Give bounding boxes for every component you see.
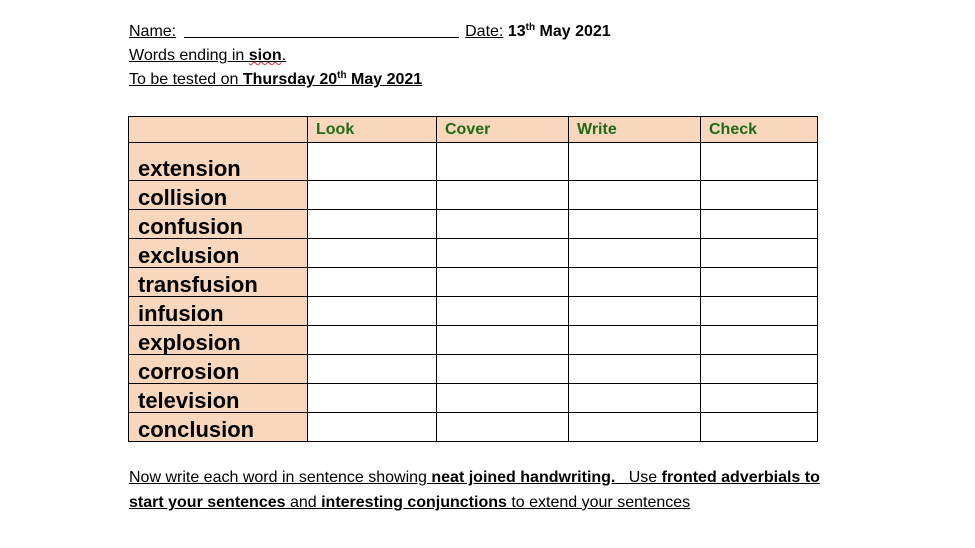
spelling-word: confusion — [129, 210, 308, 239]
look-cell[interactable] — [308, 384, 437, 413]
topic-suffix: . — [281, 47, 287, 64]
look-cell[interactable] — [308, 210, 437, 239]
instructions-part-7: to extend your sentences — [506, 494, 691, 511]
look-cell[interactable] — [308, 355, 437, 384]
spelling-word: television — [129, 384, 308, 413]
spelling-table — [128, 116, 818, 442]
write-cell[interactable] — [569, 239, 701, 268]
write-cell[interactable] — [569, 268, 701, 297]
spelling-word: extension — [129, 143, 308, 181]
spelling-word: conclusion — [129, 413, 308, 442]
cover-cell[interactable] — [437, 413, 569, 442]
cover-cell[interactable] — [437, 210, 569, 239]
check-cell[interactable] — [701, 210, 818, 239]
cover-cell[interactable] — [437, 143, 569, 181]
cover-cell[interactable] — [437, 268, 569, 297]
check-cell[interactable] — [701, 181, 818, 210]
look-cell[interactable] — [308, 413, 437, 442]
check-cell[interactable] — [701, 268, 818, 297]
spelling-word: transfusion — [129, 268, 308, 297]
spelling-word: corrosion — [129, 355, 308, 384]
write-cell[interactable] — [569, 413, 701, 442]
column-header-check: Check — [701, 117, 818, 143]
date-rest: May 2021 — [539, 23, 611, 40]
column-header-cover: Cover — [437, 117, 569, 143]
spelling-word: collision — [129, 181, 308, 210]
look-cell[interactable] — [308, 181, 437, 210]
table-header-row — [129, 117, 818, 143]
table-row — [129, 239, 818, 268]
write-cell[interactable] — [569, 181, 701, 210]
instructions-part-5: and — [285, 494, 322, 511]
table-row — [129, 210, 818, 239]
write-cell[interactable] — [569, 355, 701, 384]
write-cell[interactable] — [569, 297, 701, 326]
spelling-word: infusion — [129, 297, 308, 326]
cover-cell[interactable] — [437, 181, 569, 210]
date-label: Date: — [465, 23, 504, 40]
write-cell[interactable] — [569, 384, 701, 413]
name-date-line — [129, 22, 611, 42]
cover-cell[interactable] — [437, 326, 569, 355]
topic-prefix: Words ending in — [129, 47, 249, 64]
instructions-part-2: neat joined handwriting. — [431, 469, 616, 486]
check-cell[interactable] — [701, 297, 818, 326]
test-suffix: th — [337, 70, 347, 81]
look-cell[interactable] — [308, 268, 437, 297]
check-cell[interactable] — [701, 384, 818, 413]
write-cell[interactable] — [569, 326, 701, 355]
name-blank-line — [184, 22, 459, 38]
cover-cell[interactable] — [437, 297, 569, 326]
date-day: 13 — [507, 23, 526, 40]
spelling-word: exclusion — [129, 239, 308, 268]
instructions-part-4: fronted adverbials to start your sentences — [129, 469, 820, 511]
table-row — [129, 268, 818, 297]
column-header-words — [129, 117, 308, 143]
table-row — [129, 181, 818, 210]
table-row — [129, 355, 818, 384]
check-cell[interactable] — [701, 326, 818, 355]
check-cell[interactable] — [701, 413, 818, 442]
check-cell[interactable] — [701, 355, 818, 384]
instructions-part-1: Now write each word in sentence showing — [129, 469, 432, 486]
write-cell[interactable] — [569, 143, 701, 181]
check-cell[interactable] — [701, 143, 818, 181]
look-cell[interactable] — [308, 297, 437, 326]
name-label: Name: — [129, 23, 177, 40]
cover-cell[interactable] — [437, 355, 569, 384]
cover-cell[interactable] — [437, 384, 569, 413]
spelling-word: explosion — [129, 326, 308, 355]
test-day-name: Thursday 20 — [242, 71, 338, 88]
instructions-part-3: Use — [615, 469, 662, 486]
check-cell[interactable] — [701, 239, 818, 268]
table-row — [129, 384, 818, 413]
test-date-line — [129, 70, 422, 90]
column-header-look: Look — [308, 117, 437, 143]
topic-line — [129, 46, 286, 66]
cover-cell[interactable] — [437, 239, 569, 268]
test-prefix: To be tested on — [129, 71, 243, 88]
instructions-part-6: interesting conjunctions — [321, 494, 507, 511]
table-row — [129, 143, 818, 181]
table-row — [129, 297, 818, 326]
column-header-write: Write — [569, 117, 701, 143]
topic-ending: sion — [248, 47, 282, 64]
look-cell[interactable] — [308, 239, 437, 268]
write-cell[interactable] — [569, 210, 701, 239]
look-cell[interactable] — [308, 326, 437, 355]
table-row — [129, 413, 818, 442]
table-row — [129, 326, 818, 355]
test-rest: May 2021 — [351, 71, 423, 88]
instructions-paragraph — [129, 465, 829, 515]
date-suffix: th — [525, 22, 536, 33]
look-cell[interactable] — [308, 143, 437, 181]
